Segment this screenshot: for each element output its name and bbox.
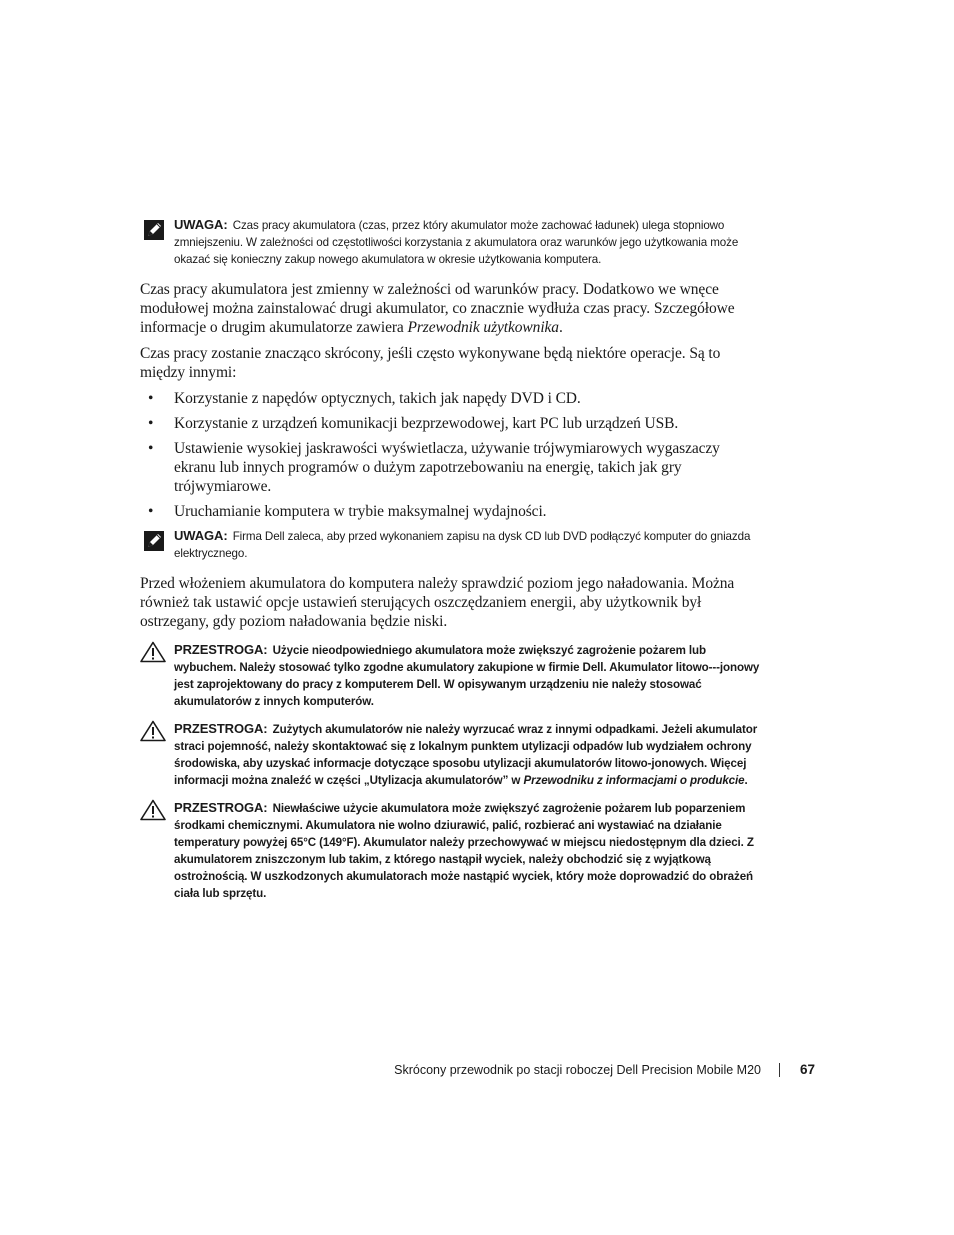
note-label: UWAGA: bbox=[174, 528, 228, 543]
warning-triangle-icon bbox=[140, 720, 166, 742]
warning-triangle-icon bbox=[140, 641, 166, 663]
bullet-symbol: • bbox=[148, 440, 154, 457]
list-item-text: Korzystanie z napędów optycznych, takich jak napędy DVD i CD. bbox=[174, 390, 581, 407]
paragraph-text: Czas pracy akumulatora jest zmienny w zależności od warunków pracy. Dodatkowo we wnęce modułowej można zainstalować drugi akumulator, co znacznie wydłuża czas pracy. Szczegółowe informacje o drugim akumulatorze zawiera bbox=[140, 281, 735, 336]
warning-triangle-icon bbox=[140, 799, 166, 821]
list-item bbox=[140, 414, 760, 433]
footer-title: Skrócony przewodnik po stacji roboczej Dell Precision Mobile M20 bbox=[394, 1063, 761, 1077]
note-text: Czas pracy akumulatora (czas, przez który akumulator może zachować ładunek) ulega stopniowo zmniejszeniu. W zależności od częstotliwości korzystania z akumulatora oraz warunków jego użytkowania może okazać się konieczny zakup nowego akumulatora w okresie użytkowania komputera. bbox=[174, 219, 739, 266]
paragraph-battery-time bbox=[140, 280, 760, 337]
operations-list bbox=[140, 389, 760, 521]
bullet-symbol: • bbox=[148, 415, 154, 432]
pencil-note-icon bbox=[144, 531, 164, 551]
caution-label: PRZESTROGA: bbox=[174, 642, 268, 657]
bullet-symbol: • bbox=[148, 390, 154, 407]
page-content bbox=[140, 216, 760, 908]
list-item bbox=[140, 502, 760, 521]
pencil-note-icon bbox=[144, 220, 164, 240]
product-info-guide-title: Przewodniku z informacjami o produkcie bbox=[523, 774, 745, 787]
caution-improper-battery bbox=[140, 641, 760, 710]
note-battery-life bbox=[140, 216, 760, 268]
note-text: Firma Dell zaleca, aby przed wykonaniem zapisu na dysk CD lub DVD podłączyć komputer do gniazda elektrycznego. bbox=[174, 530, 751, 560]
bullet-symbol: • bbox=[148, 503, 154, 520]
paragraph-charge-level: Przed włożeniem akumulatora do komputera należy sprawdzić poziom jego naładowania. Można również tak ustawić opcje ustawień sterujących oszczędzaniem energii, aby użytkownik był ostrzegany, gdy poziom naładowania będzie niski. bbox=[140, 575, 735, 630]
caution-label: PRZESTROGA: bbox=[174, 721, 268, 736]
footer-divider bbox=[779, 1063, 780, 1077]
list-item bbox=[140, 389, 760, 408]
list-item-text: Korzystanie z urządzeń komunikacji bezprzewodowej, kart PC lub urządzeń USB. bbox=[174, 415, 679, 432]
caution-text: Użycie nieodpowiedniego akumulatora może zwiększyć zagrożenie pożarem lub wybuchem. Należy stosować tylko zgodne akumulatory zakupione w firmie Dell. Akumulator litowo---jonowy jest zaprojektowany do pracy z komputerem Dell. W opisywanym urządzeniu nie należy stosować akumulatorów z innych komputerów. bbox=[174, 644, 760, 708]
paragraph-text-end: . bbox=[558, 319, 563, 336]
list-item-text: Uruchamianie komputera w trybie maksymalnej wydajności. bbox=[174, 503, 547, 520]
caution-text: Zużytych akumulatorów nie należy wyrzucać wraz z innymi odpadkami. Jeżeli akumulator straci pojemność, należy skontaktować się z lokalnym punktem utylizacji odpadów lub wydziałem ochrony środowiska, aby uzyskać informacje dotyczące sposobu utylizacji akumulatorów litowo-jonowych. Więcej informacji można znaleźć w części „Utylizacja akumulatorów” w bbox=[174, 723, 758, 787]
caution-fire-chemical bbox=[140, 799, 760, 902]
note-cd-dvd bbox=[140, 527, 760, 562]
caution-text: Niewłaściwe użycie akumulatora może zwiększyć zagrożenie pożarem lub poparzeniem środkami chemicznymi. Akumulatora nie wolno dziurawić, palić, rozbierać ani wystawiać na działanie temperatury powyżej 65°C (149°F). Akumulator należy przechowywać w miejscu niedostępnym dla dzieci. Z akumulatorem zniszczonym lub takim, z którego nastąpił wyciek, należy obchodzić się z wyjątkową ostrożnością. W uszkodzonych akumulatorach może nastąpić wyciek, który może doprowadzić do obrażeń ciała lub sprzętu. bbox=[174, 802, 754, 900]
note-label: UWAGA: bbox=[174, 217, 228, 232]
page-footer bbox=[394, 1061, 815, 1079]
page-number: 67 bbox=[799, 1062, 815, 1077]
caution-disposal bbox=[140, 720, 760, 789]
paragraph-reduced-time: Czas pracy zostanie znacząco skrócony, jeśli często wykonywane będą niektóre operacje. Są to między innymi: bbox=[140, 345, 721, 381]
list-item bbox=[140, 439, 760, 496]
caution-label: PRZESTROGA: bbox=[174, 800, 268, 815]
caution-text-end: . bbox=[744, 774, 748, 787]
user-guide-title: Przewodnik użytkownika bbox=[407, 319, 559, 336]
list-item-text: Ustawienie wysokiej jaskrawości wyświetlacza, używanie trójwymiarowych wygaszaczy ekranu lub innych programów o dużym zapotrzebowaniu na energię, takich jak gry trójwymiarowe. bbox=[174, 440, 720, 495]
